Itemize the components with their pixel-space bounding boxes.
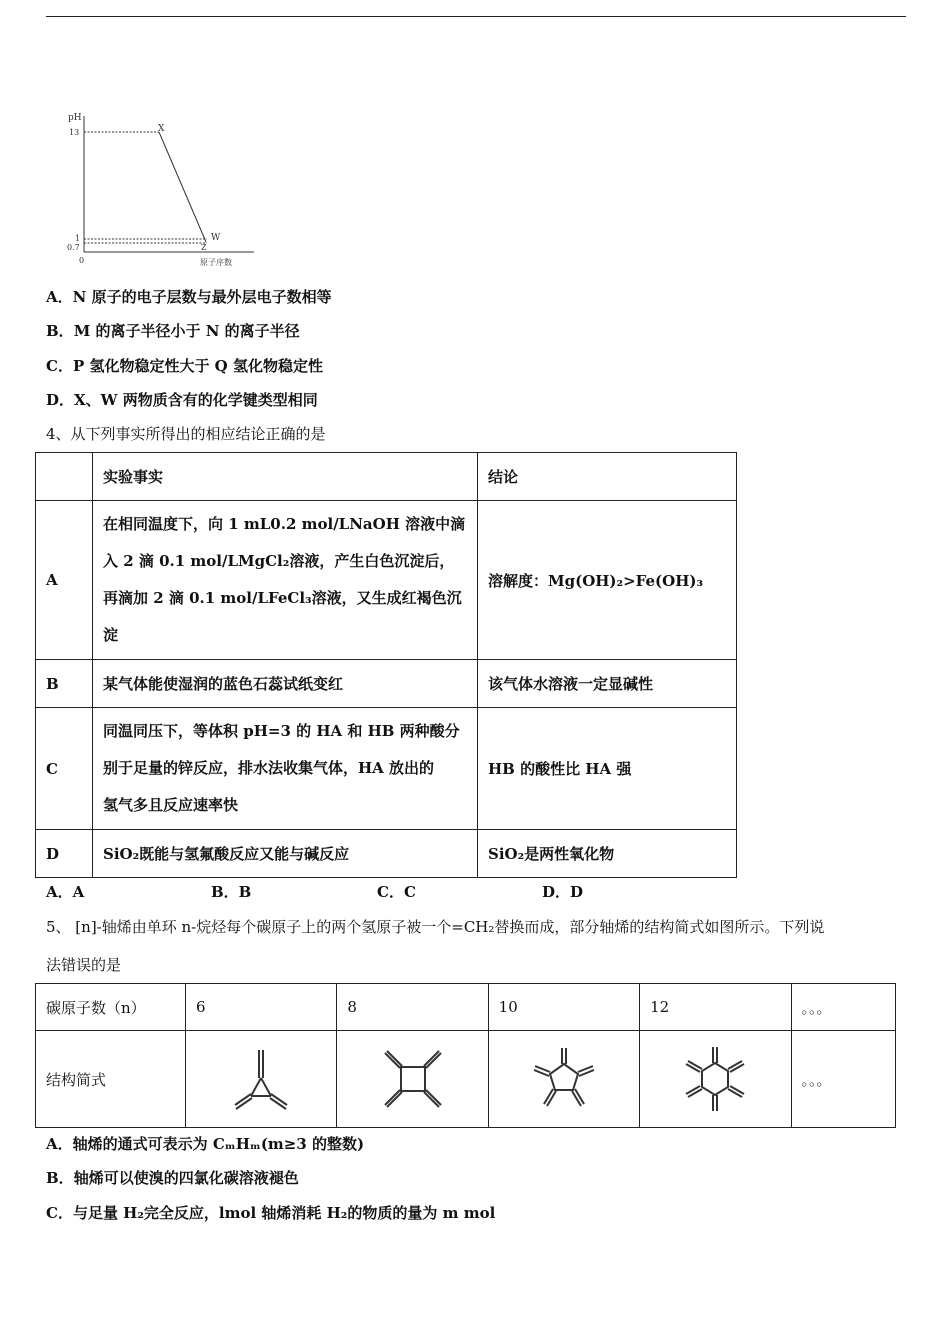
count-12: 12 [640, 984, 791, 1031]
table-row [36, 708, 737, 830]
q3-option-c[interactable]: C．P 氢化物稳定性大于 Q 氢化物稳定性 [46, 357, 323, 375]
row-key: C [36, 708, 93, 830]
q4-stem: 4、从下列事实所得出的相应结论正确的是 [46, 425, 326, 443]
row-fact: 在相同温度下，向 1 mL0.2 mol/LNaOH 溶液中滴 入 2 滴 0.1 mol/LMgCl₂溶液，产生白色沉淀后， 再滴加 2 滴 0.1 mol/LFeCl₃溶液，又生成红褐色沉 淀 [93, 501, 478, 660]
table-row [36, 984, 896, 1031]
header-rule [46, 16, 906, 17]
count-8: 8 [337, 984, 488, 1031]
q5-table [35, 983, 896, 1128]
x-axis-label: 原子序数 [200, 258, 232, 267]
q4-answer-b[interactable]: B．B [211, 883, 252, 901]
header-cell-conclusion: 结论 [478, 453, 737, 501]
structure-cell-6 [186, 1031, 337, 1128]
q4-answer-d[interactable]: D．D [542, 883, 584, 901]
structure-ellipsis: 。。。 [791, 1031, 895, 1128]
count-10: 10 [488, 984, 639, 1031]
q5-option-c[interactable]: C．与足量 H₂完全反应，lmol 轴烯消耗 H₂的物质的量为 m mol [46, 1204, 496, 1222]
q3-option-b[interactable]: B．M 的离子半径小于 N 的离子半径 [46, 322, 300, 340]
structure-cell-12 [640, 1031, 791, 1128]
table-row [36, 830, 737, 878]
header-cell-key [36, 453, 93, 501]
q4-answer-c[interactable]: C．C [377, 883, 416, 901]
radialene-3-structure [229, 1044, 293, 1114]
radialene-4-structure [378, 1044, 448, 1114]
tick-1: 1 [75, 234, 81, 243]
y-axis-label: pH [68, 113, 82, 123]
point-z: Z [201, 243, 207, 252]
q5-stem-line2: 法错误的是 [46, 956, 122, 974]
table-row [36, 1031, 896, 1128]
ph-line [159, 132, 206, 242]
row-conclusion: 溶解度：Mg(OH)₂>Fe(OH)₃ [478, 501, 737, 660]
row1-label: 碳原子数（n） [36, 984, 186, 1031]
q3-option-a[interactable]: A．N 原子的电子层数与最外层电子数相等 [46, 288, 332, 306]
q3-option-d[interactable]: D．X、W 两物质含有的化学键类型相同 [46, 391, 318, 409]
radialene-6-structure [675, 1041, 755, 1117]
radialene-5-structure [527, 1044, 601, 1114]
structure-cell-8 [337, 1031, 488, 1128]
table-row [36, 660, 737, 708]
row2-label: 结构简式 [36, 1031, 186, 1128]
count-6: 6 [186, 984, 337, 1031]
row-conclusion: 该气体水溶液一定显碱性 [478, 660, 737, 708]
q5-option-b[interactable]: B．轴烯可以使溴的四氯化碳溶液褪色 [46, 1169, 299, 1187]
row-conclusion: SiO₂是两性氧化物 [478, 830, 737, 878]
ph-graph [62, 112, 262, 272]
table-row [36, 501, 737, 660]
row-key: B [36, 660, 93, 708]
row-conclusion: HB 的酸性比 HA 强 [478, 708, 737, 830]
tick-07: 0.7 [67, 243, 80, 252]
q4-table [35, 452, 737, 878]
count-ellipsis: 。。。 [791, 984, 895, 1031]
point-x: X [158, 124, 165, 134]
q5-stem-line1: 5、 [n]-轴烯由单环 n-烷烃每个碳原子上的两个氢原子被一个=CH₂替换而成，部分轴烯的结构简式如图所示。下列说 [46, 918, 825, 936]
row-key: A [36, 501, 93, 660]
tick-0: 0 [79, 256, 85, 265]
row-fact: 同温同压下，等体积 pH=3 的 HA 和 HB 两种酸分 别于足量的锌反应，排水法收集气体，HA 放出的 氢气多且反应速率快 [93, 708, 478, 830]
header-cell-fact: 实验事实 [93, 453, 478, 501]
row-fact: 某气体能使湿润的蓝色石蕊试纸变红 [93, 660, 478, 708]
q5-option-a[interactable]: A．轴烯的通式可表示为 CₘHₘ(m≥3 的整数) [46, 1135, 365, 1153]
row-fact: SiO₂既能与氢氟酸反应又能与碱反应 [93, 830, 478, 878]
row-key: D [36, 830, 93, 878]
tick-13: 13 [69, 128, 80, 137]
table-header-row [36, 453, 737, 501]
q4-answer-a[interactable]: A．A [46, 883, 85, 901]
structure-cell-10 [488, 1031, 639, 1128]
point-w: W [211, 233, 221, 243]
